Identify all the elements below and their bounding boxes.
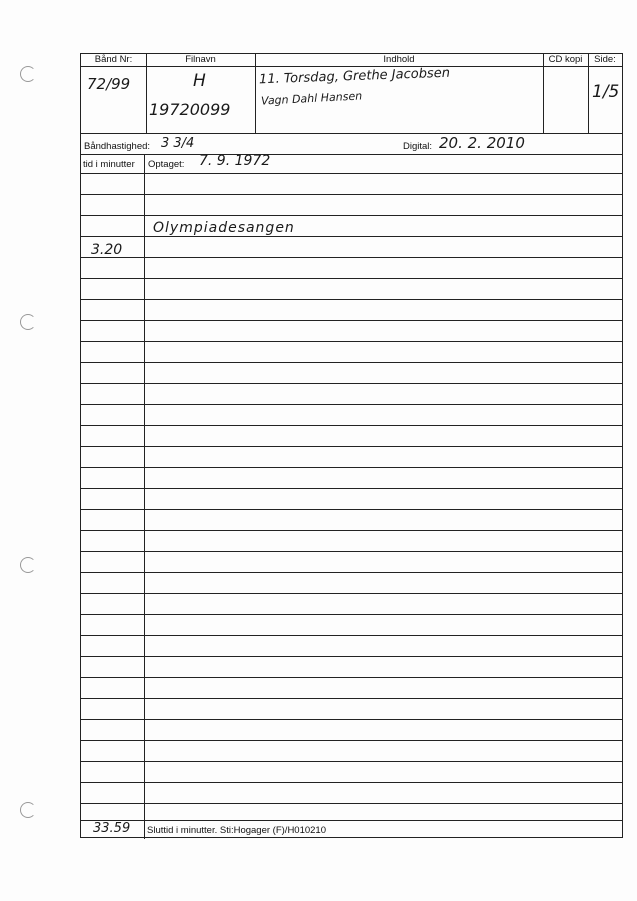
- optaget-value: 7. 9. 1972: [199, 153, 271, 169]
- binder-hole-3: [20, 557, 36, 573]
- ruled-line: [81, 551, 622, 552]
- bandhastighed-value: 3 3/4: [161, 136, 195, 151]
- top-divider-1: [146, 54, 147, 133]
- ruled-line: [81, 278, 622, 279]
- ruled-line: [81, 341, 622, 342]
- sluttid-label: Sluttid i minutter. Sti:Hogager (F)/H010210: [147, 825, 327, 836]
- ruled-line: [81, 593, 622, 594]
- ruled-line: [81, 719, 622, 720]
- header-filnavn: Filnavn: [146, 54, 255, 67]
- ruled-line: [81, 656, 622, 657]
- side-value: 1/5: [592, 82, 620, 102]
- ruled-line: [81, 614, 622, 615]
- ruled-line: [81, 257, 622, 258]
- track-title: Olympiadesangen: [153, 220, 295, 236]
- header-side: Side:: [588, 54, 622, 67]
- ruled-line: [81, 194, 622, 195]
- ruled-line: [81, 467, 622, 468]
- ruled-line: [81, 215, 622, 216]
- ruled-line: [81, 320, 622, 321]
- digital-value: 20. 2. 2010: [439, 134, 525, 152]
- ruled-line: [81, 530, 622, 531]
- filnavn-number: 19720099: [149, 100, 231, 119]
- ruled-line: [81, 425, 622, 426]
- ruled-line: [81, 173, 622, 174]
- binder-hole-2: [20, 314, 36, 330]
- top-divider-3: [543, 54, 544, 133]
- band-nr-value: 72/99: [87, 75, 131, 93]
- ruled-line: [81, 820, 622, 821]
- ruled-line: [81, 761, 622, 762]
- ruled-line: [81, 446, 622, 447]
- log-sheet: [80, 53, 623, 838]
- ruled-line: [81, 635, 622, 636]
- ruled-line: [81, 299, 622, 300]
- header-indhold: Indhold: [255, 54, 543, 67]
- optaget-label: Optaget:: [148, 159, 185, 170]
- end-time: 33.59: [93, 821, 131, 836]
- indhold-line-2: Vagn Dahl Hansen: [260, 89, 363, 108]
- binder-hole-4: [20, 802, 36, 818]
- bandhastighed-label: Båndhastighed:: [84, 141, 151, 152]
- top-divider-2: [255, 54, 256, 133]
- top-divider-4: [588, 54, 589, 133]
- indhold-line-1: 11. Torsdag, Grethe Jacobsen: [258, 65, 451, 88]
- ruled-line: [81, 404, 622, 405]
- ruled-line: [81, 362, 622, 363]
- ruled-line: [81, 677, 622, 678]
- top-section-rule: [81, 133, 622, 134]
- filnavn-letter: H: [193, 71, 206, 91]
- ruled-line: [81, 698, 622, 699]
- speed-row-rule: [81, 154, 622, 155]
- ruled-line: [81, 803, 622, 804]
- ruled-line: [81, 383, 622, 384]
- digital-label: Digital:: [403, 141, 433, 152]
- ruled-line: [81, 236, 622, 237]
- track-time: 3.20: [91, 242, 123, 258]
- ruled-line: [81, 740, 622, 741]
- ruled-line: [81, 572, 622, 573]
- tid-label: tid i minutter: [83, 159, 135, 170]
- ruled-line: [81, 782, 622, 783]
- header-band-nr: Bånd Nr:: [81, 54, 146, 67]
- binder-hole-1: [20, 66, 36, 82]
- ruled-line: [81, 509, 622, 510]
- header-cd-kopi: CD kopi: [543, 54, 588, 67]
- ruled-line: [81, 488, 622, 489]
